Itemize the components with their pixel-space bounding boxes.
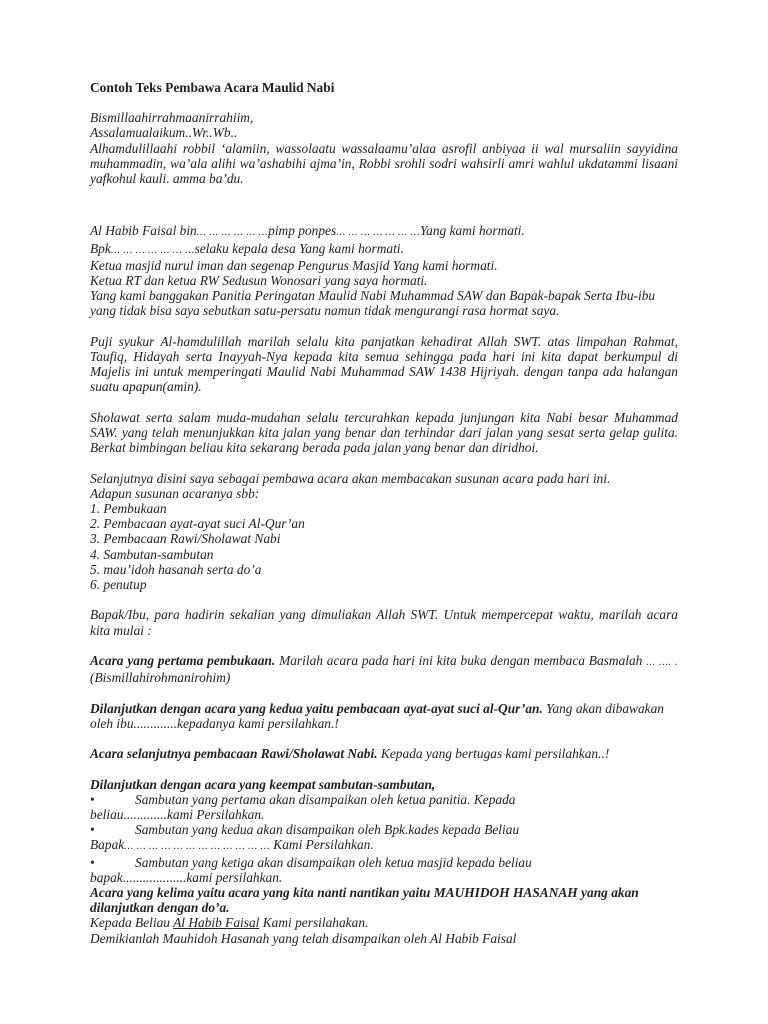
list-item: 1. Pembukaan (90, 501, 167, 517)
greeting-habib: Al Habib Faisal bin… … … … … …pimp ponpes… … … … … … …Yang kami hormati. (90, 223, 525, 239)
acara-ketiga: Acara selanjutnya pembacaan Rawi/Sholawat Nabi. Kepada yang bertugas kami persilahkan..! (90, 746, 610, 762)
acara-pertama: Acara yang pertama pembukaan. Marilah acara pada hari ini kita buka dengan membaca Basmalah … …. . (Bismillahirohmanirohim) (90, 653, 678, 686)
acara-kelima (90, 885, 678, 946)
greeting-rt-rw: Ketua RT dan ketua RW Sedusun Wonosari yang saya hormati. (90, 273, 428, 289)
opening-paragraph: Alhamdulillaahi robbil ‘alamiin, wassolaatu wassalaamu’alaa asrofil anbiyaa ii wal mursaliin sayyidina muhammadin, wa’ala alihi wa’ashabihi ajma’in, Robbi srohli sodri wahsirli amri wahlul ukdatammi lisaani yafkohul kauli. amma ba’du. (90, 140, 678, 187)
document-title: Contoh Teks Pembawa Acara Maulid Nabi (90, 80, 335, 95)
acara-kelima-closing: Demikianlah Mauhidoh Hasanah yang telah disampaikan oleh Al Habib Faisal (90, 930, 517, 946)
greetings-section (90, 223, 678, 318)
bullet-item-3-cont: bapak...................kami persilahkan. (90, 869, 283, 885)
bullet-item-1-cont: beliau.............kami Persilahkan. (90, 807, 265, 822)
susunan-intro-2: Adapun susunan acaranya sbb: (90, 485, 260, 501)
sholawat-paragraph: Sholawat serta salam muda-mudahan selalu tercurahkan kepada junjungan kita Nabi besar Muhammad SAW. yang telah menunjukkan kita jalan yang benar dan terhindar dari jalan yang sesat serta gelap gulita. Berkat bimbingan beliau kita sekarang berada pada jalan yang benar dan diridhoi. (90, 409, 678, 456)
bullet-item-2-cont: Bapak… … … … … … … … … … … … Kami Persilahkan. (90, 837, 374, 853)
basmalah-line: Bismillaahirrahmaanirrahiim, (90, 110, 254, 126)
puji-paragraph: Puji syukur Al-hamdulillah marilah selalu kita panjatkan kehadirat Allah SWT. atas limpahan Rahmat, Taufiq, Hidayah serta Inayyah-Nya kepada kita semua sehingga pada hari ini kita dapat berkumpul di Majelis ini untuk memperingati Maulid Nabi Muhammad SAW 1438 Hijriyah. dengan tanpa ada halangan suatu apapun(amin). (90, 333, 678, 395)
mulai-paragraph: Bapak/Ibu, para hadirin sekalian yang dimuliakan Allah SWT. Untuk mempercepat waktu, marilah acara kita mulai : (90, 607, 678, 638)
susunan-acara (90, 471, 678, 593)
list-item: 5. mau’idoh hasanah serta do’a (90, 561, 262, 577)
greeting-masjid: Ketua masjid nurul iman dan segenap Pengurus Masjid Yang kami hormati. (90, 257, 498, 273)
salam-line: Assalamualaikum..Wr..Wb.. (90, 125, 238, 141)
acara-kedua: Dilanjutkan dengan acara yang kedua yaitu pembacaan ayat-ayat suci al-Qur’an. Yang akan dibawakan oleh ibu.............kepadanya kami persilahkan.! (90, 700, 664, 731)
opening-section (90, 110, 678, 186)
bullet-icon: • (90, 822, 95, 838)
list-item: 4. Sambutan-sambutan (90, 546, 214, 562)
list-item: 6. penutup (90, 577, 147, 593)
greeting-kades: Bpk… … … … … … …selaku kepala desa Yang kami hormati. (90, 240, 404, 256)
list-item: 2. Pembacaan ayat-ayat suci Al-Qur’an (90, 516, 305, 532)
acara-keempat-heading: Dilanjutkan dengan acara yang keempat sambutan-sambutan, (90, 776, 436, 792)
bullet-item-1: • Sambutan yang pertama akan disampaikan oleh ketua panitia. Kepada (90, 791, 516, 807)
acara-keempat (90, 777, 678, 885)
acara-kelima-heading: Acara yang kelima yaitu acara yang kita nanti nantikan yaitu MAUHIDOH HASANAH yang akan dilanjutkan dengan do’a. (90, 885, 639, 916)
acara-kelima-invite: Kepada Beliau Al Habib Faisal Kami persilahakan. (90, 915, 369, 931)
bullet-icon: • (90, 791, 95, 807)
greeting-panitia: Yang kami banggakan Panitia Peringatan Maulid Nabi Muhammad SAW dan Bapak-bapak Serta Ibu-ibu yang tidak bisa saya sebutkan satu-persatu namun tidak mengurangi rasa hormat saya. (90, 288, 656, 319)
bullet-icon: • (90, 854, 95, 870)
document-page (90, 80, 678, 946)
susunan-intro: Selanjutnya disini saya sebagai pembawa acara akan membacakan susunan acara pada hari ini. (90, 470, 611, 486)
list-item: 3. Pembacaan Rawi/Sholawat Nabi (90, 531, 281, 547)
bullet-item-2: • Sambutan yang kedua akan disampaikan oleh Bpk.kades kepada Beliau (90, 822, 520, 838)
bullet-item-3: • Sambutan yang ketiga akan disampaikan oleh ketua masjid kepada beliau (90, 854, 532, 870)
